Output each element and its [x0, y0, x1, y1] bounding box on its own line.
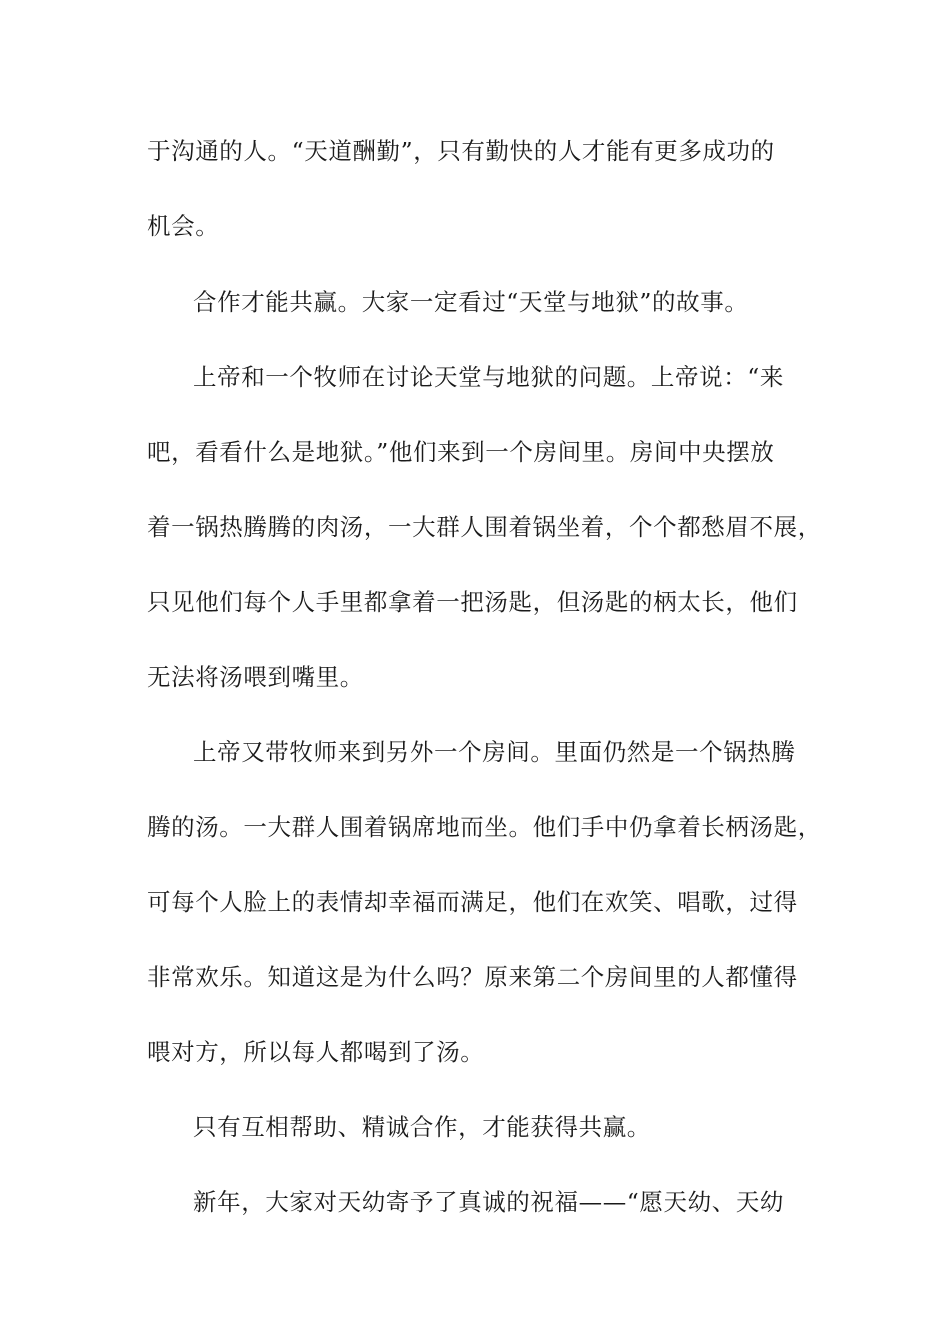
text-line: 喂对方，所以每人都喝到了汤。 [147, 1038, 485, 1066]
paragraph-start-line: 只有互相帮助、精诚合作，才能获得共赢。 [193, 1113, 651, 1141]
text-line: 无法将汤喂到嘴里。 [147, 663, 364, 691]
text-line: 腾的汤。一大群人围着锅席地而坐。他们手中仍拿着长柄汤匙， [147, 813, 822, 841]
text-line: 着一锅热腾腾的肉汤，一大群人围着锅坐着，个个都愁眉不展， [147, 513, 822, 541]
paragraph-start-line: 合作才能共赢。大家一定看过“天堂与地狱”的故事。 [193, 288, 749, 316]
text-line: 于沟通的人。“天道酬勤”，只有勤快的人才能有更多成功的 [147, 137, 775, 165]
paragraph-start-line: 上帝和一个牧师在讨论天堂与地狱的问题。上帝说：“来 [193, 363, 785, 391]
text-line: 非常欢乐。知道这是为什么吗？原来第二个房间里的人都懂得 [147, 963, 798, 991]
text-line: 只见他们每个人手里都拿着一把汤匙，但汤匙的柄太长，他们 [147, 588, 798, 616]
text-line: 可每个人脸上的表情却幸福而满足，他们在欢笑、唱歌，过得 [147, 888, 798, 916]
text-line: 机会。 [147, 212, 220, 240]
text-line: 吧，看看什么是地狱。”他们来到一个房间里。房间中央摆放 [147, 438, 775, 466]
paragraph-start-line: 新年，大家对天幼寄予了真诚的祝福——“愿天幼、天幼 [193, 1188, 785, 1216]
paragraph-start-line: 上帝又带牧师来到另外一个房间。里面仍然是一个锅热腾 [193, 738, 796, 766]
